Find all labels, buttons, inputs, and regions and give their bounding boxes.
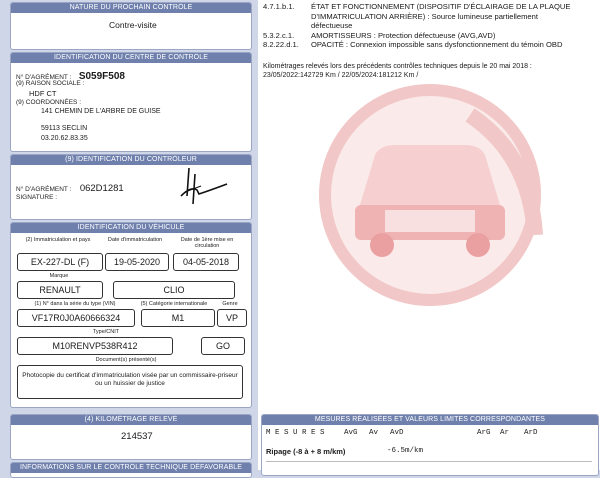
defect-line	[263, 2, 599, 12]
defect-line	[263, 31, 599, 41]
centre-agrement-value: S059F508	[78, 71, 125, 82]
km-header: (4) KILOMÉTRAGE RELEVÉ	[11, 415, 251, 425]
immat-label: (2) Immatriculation et pays	[25, 237, 91, 243]
defect-line	[263, 40, 599, 50]
centre-header: IDENTIFICATION DU CENTRE DE CONTRÔLE	[11, 53, 251, 63]
vehicule-panel	[10, 222, 252, 408]
controleur-agrement-label: N° D'AGRÉMENT :	[16, 186, 72, 193]
defect-title: AMORTISSEURS	[311, 30, 372, 40]
results-area	[258, 0, 600, 470]
categorie-box: M1	[141, 309, 215, 327]
genre-box: VP	[217, 309, 247, 327]
defects-list	[263, 2, 599, 50]
controleur-panel	[10, 154, 252, 220]
defect-description: : Protection défectueuse (AVG,AVD)	[371, 30, 496, 40]
next-control-value: Contre-visite	[109, 20, 157, 30]
km-history-line2: 23/05/2022:142729 Km / 22/05/2024:181212 Km /	[263, 72, 419, 79]
date-circ-label: Date de 1ère mise en circulation	[180, 237, 234, 249]
km-panel	[10, 414, 252, 460]
defect-title: OPACITÉ	[311, 40, 344, 50]
next-control-header: NATURE DU PROCHAIN CONTRÔLE	[11, 3, 251, 13]
vin-label: (1) N° dans la série du type (VIN)	[34, 301, 116, 307]
energie-box: GO	[201, 337, 245, 355]
mesures-panel	[261, 414, 599, 476]
defect-line	[263, 21, 599, 31]
address-line1: 141 CHEMIN DE L'ARBRE DE GUISE	[41, 108, 161, 115]
signature-image	[171, 166, 231, 211]
date-immat-label: Date d'immatriculation	[107, 237, 163, 243]
date-immat-box: 19-05-2020	[105, 253, 169, 271]
marque-box: RENAULT	[17, 281, 103, 299]
mesures-divider	[266, 461, 592, 462]
infos-panel	[10, 462, 252, 478]
ripage-value: -6.5m/km	[387, 447, 424, 455]
defect-description: défectueuse	[311, 21, 353, 31]
km-history-line1: Kilométrages relevés lors des précédents contrôles techniques depuis le 20 mai 2018 :	[263, 63, 532, 70]
centre-panel	[10, 52, 252, 152]
mesures-column-header: ArG	[477, 429, 491, 437]
signature-label: SIGNATURE :	[16, 194, 58, 201]
mesures-header: MESURES RÉALISÉES ET VALEURS LIMITES CORRESPONDANTES	[262, 415, 598, 425]
next-control-panel	[10, 2, 252, 50]
raison-value: HDF CT	[29, 89, 57, 98]
mesures-column-header: AvD	[390, 429, 404, 437]
defect-code: 8.2.22.d.1.	[263, 40, 299, 50]
vehicule-header: IDENTIFICATION DU VÉHICULE	[11, 223, 251, 233]
coord-label: (9) COORDONNÉES :	[16, 99, 82, 106]
address-line2: 59113 SECLIN	[41, 125, 88, 132]
defect-code: 4.7.1.b.1.	[263, 2, 295, 11]
raison-label: (9) RAISON SOCIALE :	[16, 80, 85, 87]
type-label: Type/CNIT	[92, 329, 120, 335]
date-circ-box: 04-05-2018	[173, 253, 239, 271]
centre-agrement-label: N° D'AGRÉMENT :	[16, 74, 72, 81]
mesures-column-header: Av	[369, 429, 379, 437]
document-box: Photocopie du certificat d'immatriculation visée par un commissaire-priseur ou un huissier de justice	[17, 365, 243, 399]
immat-box: EX-227-DL (F)	[17, 253, 103, 271]
controleur-agrement-value: 062D1281	[79, 183, 124, 194]
infos-header: INFORMATIONS SUR LE CONTRÔLE TECHNIQUE DÉFAVORABLE	[11, 463, 251, 473]
type-box: M10RENVP538R412	[17, 337, 173, 355]
modele-box: CLIO	[113, 281, 235, 299]
controleur-header: (9) IDENTIFICATION DU CONTRÔLEUR	[11, 155, 251, 165]
km-value: 214537	[121, 431, 153, 442]
genre-label: Genre	[222, 301, 238, 307]
defect-title: D'IMMATRICULATION ARRIÈRE)	[311, 11, 426, 21]
categorie-label: (5) Catégorie internationale	[140, 301, 208, 307]
phone: 03.20.62.83.35	[41, 135, 88, 142]
defect-line	[263, 12, 599, 22]
defect-code: 5.3.2.c.1.	[263, 30, 295, 40]
mesures-col-label: M E S U R E S	[266, 429, 325, 437]
car-inspection-watermark-icon	[300, 75, 560, 335]
ripage-label: Ripage (-8 à + 8 m/km)	[266, 447, 346, 456]
mesures-column-header: ArD	[524, 429, 538, 437]
defect-description: : Source lumineuse partiellement	[425, 11, 538, 21]
mesures-column-header: Ar	[500, 429, 510, 437]
defect-title: ÉTAT ET FONCTIONNEMENT (DISPOSITIF D'ÉCLAIRAGE DE LA PLAQUE	[311, 2, 571, 11]
defect-description: : Connexion impossible sans dysfonctionnement du témoin OBD	[343, 40, 563, 50]
mesures-column-header: AvG	[344, 429, 358, 437]
marque-label: Marque	[49, 273, 69, 279]
document-label: Document(s) présenté(s)	[95, 357, 157, 363]
vin-box: VF17R0J0A60666324	[17, 309, 135, 327]
